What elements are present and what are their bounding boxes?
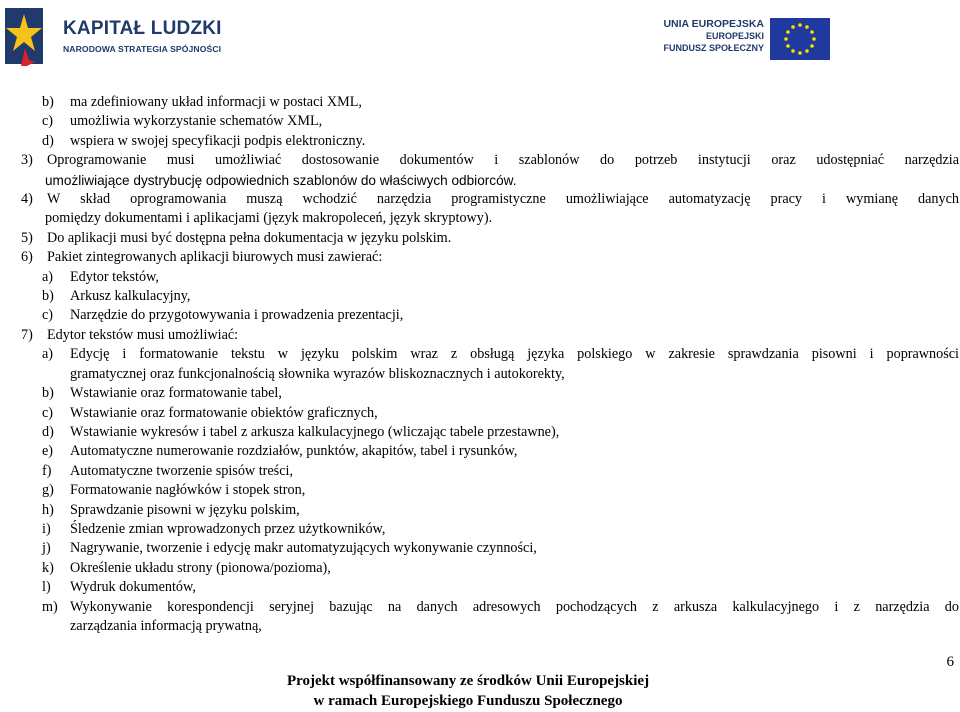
list-item: 7) Edytor tekstów musi umożliwiać:	[21, 326, 239, 343]
eu-logo-text	[663, 18, 764, 54]
list-item: 4) W skład oprogramowania muszą wchodzić narzędzia programistyczne umożliwiające automatyzację pracy i wymianę danych pomiędzy dokumentami i aplikacjami (język makropoleceń, język skryptowy).	[21, 191, 959, 227]
list-item: b) ma zdefiniowany układ informacji w postaci XML,	[42, 94, 362, 110]
kapital-ludzki-title: KAPITAŁ LUDZKI	[63, 18, 222, 39]
list-item: b) Arkusz kalkulacyjny,	[42, 288, 191, 305]
list-item: c) Narzędzie do przygotowywania i prowadzenia prezentacji,	[42, 307, 404, 324]
list-item: 5) Do aplikacji musi być dostępna pełna dokumentacja w języku polskim.	[21, 229, 452, 246]
eu-logo-line2: EUROPEJSKI	[705, 31, 764, 41]
list-item: a) Edycję i formatowanie tekstu w języku polskim wraz z obsługą języka polskiego w zakresie sprawdzania pisowni i poprawności gramatycznej oraz funkcjonalnością słownika wyrazów bliskoznacznych i autokorekty,	[42, 346, 959, 382]
eu-logo-line3: FUNDUSZ SPOŁECZNY	[663, 43, 764, 53]
eu-logo-line1: UNIA EUROPEJSKA	[663, 18, 764, 30]
page-footer	[0, 671, 960, 711]
list-item: 3) Oprogramowanie musi umożliwiać dostosowanie dokumentów i szablonów do potrzeb instytucji oraz udostępniać narzędzia umożliwiające dystrybucję odpowiednich szablonów do właściwych odbiorców.	[21, 152, 959, 188]
list-item: l) Wydruk dokumentów,	[42, 579, 196, 596]
kapital-ludzki-logo	[5, 4, 222, 68]
list-item: e) Automatyczne numerowanie rozdziałów, punktów, akapitów, tabel i rysunków,	[42, 443, 518, 460]
footer-line-2: w ramach Europejskiego Funduszu Społecznego	[313, 693, 623, 709]
list-item: i) Śledzenie zmian wprowadzonych przez użytkowników,	[42, 520, 386, 537]
kapital-ludzki-star-icon	[5, 4, 55, 68]
list-item: 6) Pakiet zintegrowanych aplikacji biurowych musi zawierać:	[21, 249, 383, 266]
document-body	[21, 93, 959, 636]
list-item: d) Wstawianie wykresów i tabel z arkusza kalkulacyjnego (wliczając tabele przestawne),	[42, 423, 560, 440]
page-header	[0, 0, 960, 72]
page-number: 6	[946, 654, 954, 670]
list-item: k) Określenie układu strony (pionowa/pozioma),	[42, 559, 331, 576]
list-item: j) Nagrywanie, tworzenie i edycję makr automatyzujących wykonywanie czynności,	[42, 540, 537, 557]
list-item: g) Formatowanie nagłówków i stopek stron,	[42, 482, 306, 499]
footer-line-1: Projekt współfinansowany ze środków Unii Europejskiej	[286, 673, 650, 689]
kapital-ludzki-subtitle: NARODOWA STRATEGIA SPÓJNOŚCI	[63, 44, 222, 54]
list-item: h) Sprawdzanie pisowni w języku polskim,	[42, 501, 300, 518]
eu-efs-logo	[664, 16, 834, 66]
list-item: m) Wykonywanie korespondencji seryjnej bazując na danych adresowych pochodzących z arkusza kalkulacyjnego i z narzędzia do zarządzania informacją prywatną,	[42, 598, 959, 634]
list-item: c) umożliwia wykorzystanie schematów XML,	[42, 113, 323, 130]
list-item: b) Wstawianie oraz formatowanie tabel,	[42, 385, 282, 402]
list-item: d) wspiera w swojej specyfikacji podpis elektroniczny.	[42, 132, 366, 149]
list-item: f) Automatyczne tworzenie spisów treści,	[42, 462, 293, 479]
eu-flag-icon	[770, 18, 830, 60]
list-item: a) Edytor tekstów,	[42, 268, 159, 285]
list-item: c) Wstawianie oraz formatowanie obiektów graficznych,	[42, 404, 378, 421]
